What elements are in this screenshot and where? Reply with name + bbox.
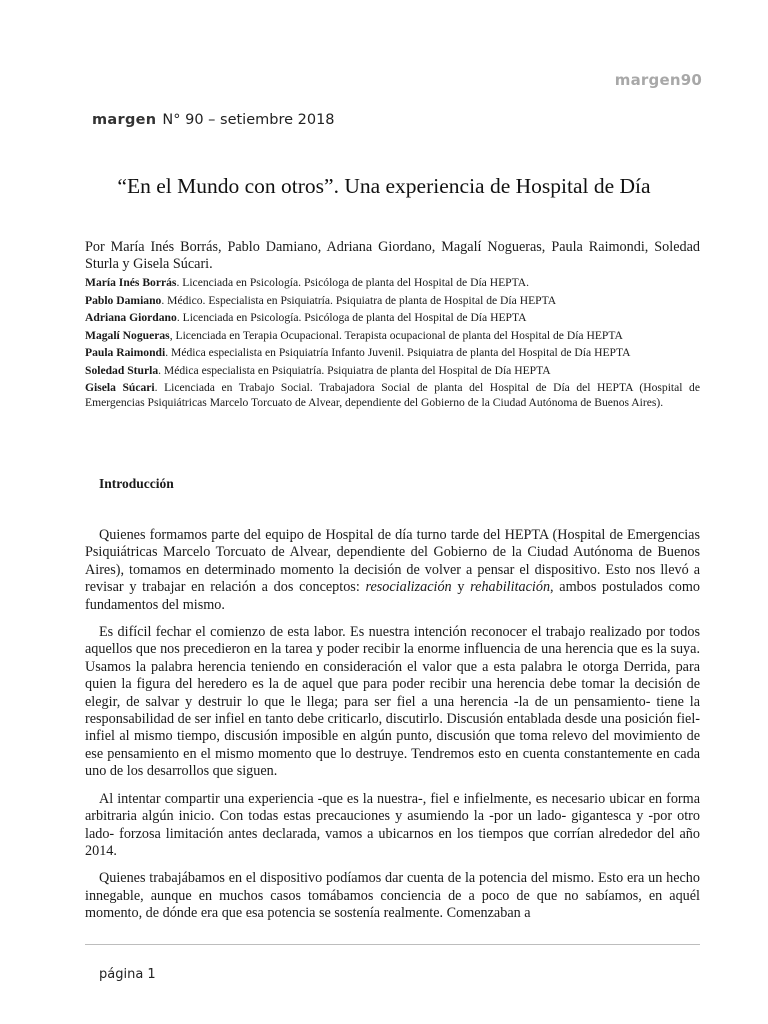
corner-brand-logo: margen90 (614, 71, 702, 89)
paragraph: Al intentar compartir una experiencia -que es la nuestra-, fiel e infielmente, es necesario ubicar en forma arbitraria algún inicio. Con todas estas precauciones y asumiendo la -por un lado- gigantesca y -por otro lado- forzosa limitación antes declarada, vamos a ubicarnos en los tiempos que corrían alrededor del año 2014. (85, 790, 700, 859)
article-title: “En el Mundo con otros”. Una experiencia de Hospital de Día (117, 174, 651, 198)
page-number: página 1 (99, 967, 156, 982)
bio-name: Magalí Nogueras (85, 328, 170, 342)
issue-line (92, 112, 335, 128)
bio-text: . Licenciada en Trabajo Social. Trabajadora Social de planta del Hospital de Día del HEPTA (Hospital de Emergencias Psiquiátricas Marcelo Torcuato de Alvear, dependiente del Gobierno de la Ciudad Autónoma de Buenos Aires). (85, 381, 700, 409)
issue-brand: margen (92, 112, 157, 128)
term-resocializacion: resocialización (365, 579, 452, 596)
para1-before: Quienes formamos parte del equipo de Hospital de día turno tarde del HEPTA (Hospital de Emergencias Psiquiátricas Marcelo Torcuato de Alvear, dependiente del Gobierno de la Ciudad Autónoma de Buenos Aires), tomamos en determinado momento la decisión de volver a pensar el dispositivo. Esto nos llevó a revisar y trabajar en relación a dos conceptos: (85, 527, 700, 596)
bio-text: . Licenciada en Psicología. Psicóloga de planta del Hospital de Día HEPTA (176, 311, 527, 324)
author-bio (85, 311, 700, 326)
para1-middle: y (451, 579, 471, 596)
author-bio (85, 381, 700, 410)
paragraph: Quienes trabajábamos en el dispositivo podíamos dar cuenta de la potencia del mismo. Esto era un hecho innegable, aunque en muchos casos tomábamos conciencia de a poco de que no sabíamos, en aquél momento, de dónde era que esa potencia se sostenía realmente. Comenzaban a (85, 870, 700, 922)
authors-line: Por María Inés Borrás, Pablo Damiano, Adriana Giordano, Magalí Nogueras, Paula Raimondi, Soledad Sturla y Gisela Súcari. (85, 239, 700, 272)
bio-name: María Inés Borrás (85, 276, 177, 289)
bio-name: Pablo Damiano (85, 293, 162, 307)
bio-name: Paula Raimondi (85, 346, 166, 359)
author-bio (85, 364, 700, 379)
paragraph: Es difícil fechar el comienzo de esta labor. Es nuestra intención reconocer el trabajo realizado por todos aquellos que nos precedieron en la tarea y poder recibir la enorme influencia de una herencia que es la suya. Usamos la palabra herencia teniendo en consideración el valor que a esta palabra le otorga Derrida, para quien la figura del heredero es la de aquel que para poder recibir una herencia debe tomar la decisión de elegir, de salvar y destruir lo que le llega; para ser fiel a una herencia -la de un pensamiento- tiene la responsabilidad de ser infiel en tanto debe criticarlo, discutirlo. Discusión entablada desde una posición fiel-infiel al mismo tiempo, discusión imposible en algún punto, discusión que toma relevo del movimiento de ese pensamiento en el mismo momento que lo destruye. Tendremos esto en cuenta constantemente en cada uno de los desarrollos que siguen. (85, 624, 700, 780)
bio-text: . Médica especialista en Psiquiatría. Psiquiatra de planta del Hospital de Día HEPTA (158, 363, 551, 377)
bio-name: Gisela Súcari (85, 381, 155, 394)
article-body (85, 527, 700, 933)
paragraph (85, 527, 700, 614)
author-bio (85, 276, 700, 291)
para1-after: , ambos postulados como fundamentos del mismo. (85, 579, 700, 613)
bio-name: Soledad Sturla (85, 363, 159, 377)
section-heading: Introducción (99, 476, 174, 491)
bio-text: . Licenciada en Psicología. Psicóloga de planta del Hospital de Día HEPTA. (176, 276, 530, 289)
author-bio (85, 294, 700, 309)
footer-divider (85, 944, 700, 945)
bio-name: Adriana Giordano (85, 311, 177, 324)
author-bio (85, 346, 700, 361)
bio-text: . Médica especialista en Psiquiatría Infanto Juvenil. Psiquiatra de planta del Hospital de Día HEPTA (165, 346, 631, 359)
bio-text: , Licenciada en Terapia Ocupacional. Terapista ocupacional de planta del Hospital de Día HEPTA (169, 328, 623, 342)
author-bios (85, 276, 700, 413)
bio-text: . Médico. Especialista en Psiquiatría. Psiquiatra de planta de Hospital de Día HEPTA (161, 293, 557, 307)
term-rehabilitacion: rehabilitación (470, 579, 551, 596)
issue-text: N° 90 – setiembre 2018 (162, 112, 335, 128)
author-bio (85, 329, 700, 344)
